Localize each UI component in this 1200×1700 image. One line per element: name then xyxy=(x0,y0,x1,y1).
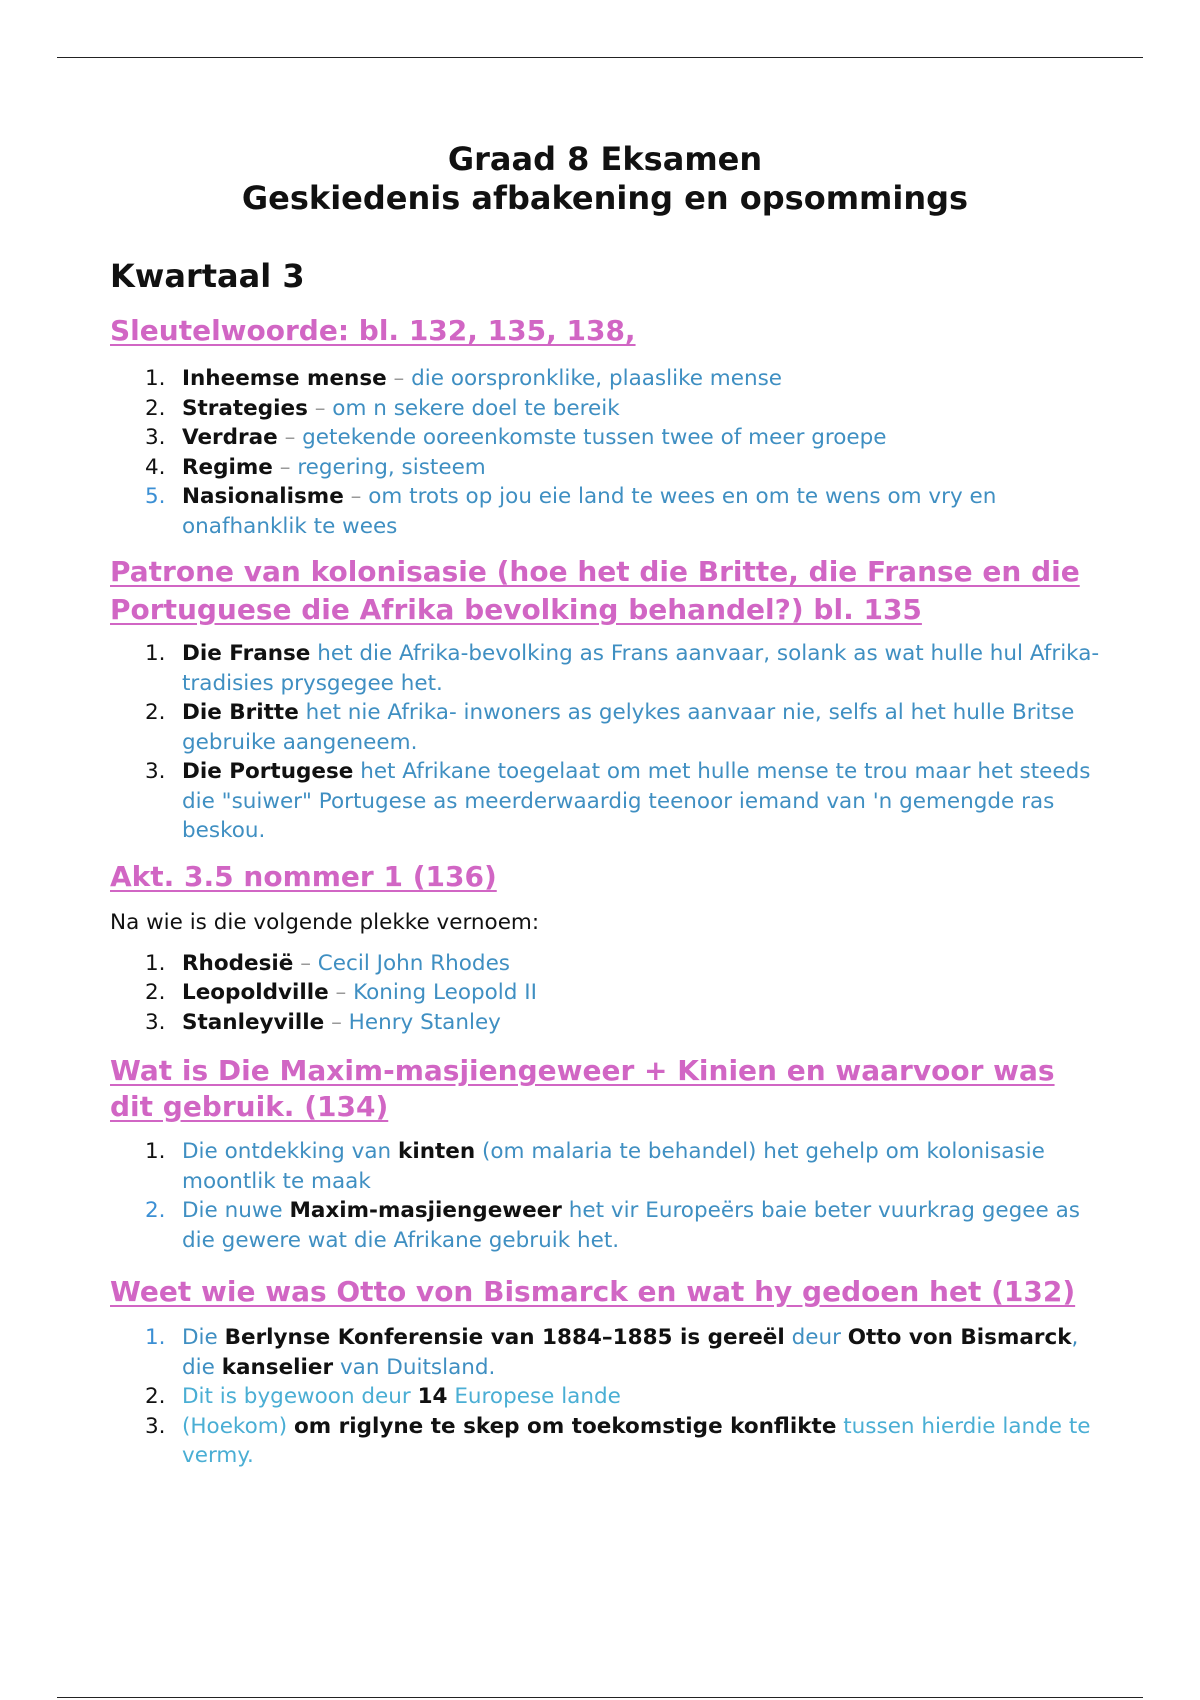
list-item: 2. Die Britte het nie Afrika- inwoners as gelykes aanvaar nie, selfs al het hulle Britse gebruike aangeneem. xyxy=(145,700,1075,755)
list-item: 3. Verdrae – getekende ooreenkomste tussen twee of meer groepe xyxy=(145,425,887,450)
list-item: 2. Leopoldville – Koning Leopold II xyxy=(145,980,537,1005)
list-item: 2. Strategies – om n sekere doel te bereik xyxy=(145,395,620,421)
section-heading-colonisation: Patrone van kolonisasie (hoe het die Britte, die Franse en die Portuguese die Afrika bevolking behandel?) bl. 135 xyxy=(110,555,1080,626)
places-list xyxy=(110,949,1100,1038)
section-heading-keywords: Sleutelwoorde: bl. 132, 135, 138, xyxy=(110,314,636,347)
page-title xyxy=(110,140,1100,218)
list-item: 4. Regime – regering, sisteem xyxy=(145,454,486,480)
list-item: 3. (Hoekom) om riglyne te skep om toekomstige konflikte tussen hierdie lande te vermy. xyxy=(145,1413,1091,1468)
term-heading: Kwartaal 3 xyxy=(110,257,305,295)
title-line-1: Graad 8 Eksamen xyxy=(447,140,763,178)
list-item: 1. Rhodesië – Cecil John Rhodes xyxy=(145,950,511,976)
bottom-rule xyxy=(57,1697,1143,1698)
top-rule xyxy=(57,57,1143,58)
list-item: 5. Nasionalisme – om trots op jou eie land te wees en om te wens om vry en onafhanklik te wees xyxy=(145,484,997,539)
list-item: 3. Stanleyville – Henry Stanley xyxy=(145,1009,501,1035)
activity-intro: Na wie is die volgende plekke vernoem: xyxy=(110,909,540,935)
section-heading-activity: Akt. 3.5 nommer 1 (136) xyxy=(110,859,497,893)
list-item: 2. Die nuwe Maxim-masjiengeweer het vir Europeërs baie beter vuurkrag gegee as die gewere wat die Afrikane gebruik het. xyxy=(145,1198,1080,1253)
keywords-list xyxy=(110,364,1100,541)
title-line-2: Geskiedenis afbakening en opsommings xyxy=(241,179,969,217)
list-item: 1. Inheemse mense – die oorspronklike, plaaslike mense xyxy=(145,366,783,391)
colonisation-list xyxy=(110,639,1100,846)
list-item: 3. Die Portugese het Afrikane toegelaat om met hulle mense te trou maar het steeds die "suiwer" Portugese as meerderwaardig teenoor iemand van 'n gemengde ras beskou. xyxy=(145,759,1091,843)
list-item: 1. Die Franse het die Afrika-bevolking as Frans aanvaar, solank as wat hulle hul Afrika-tradisies prysgegee het. xyxy=(145,641,1100,696)
list-item: 1. Die Berlynse Konferensie van 1884–1885 is gereël deur Otto von Bismarck, die kanselier van Duitsland. xyxy=(145,1325,1079,1380)
document-page xyxy=(110,140,1100,1471)
section-heading-bismarck: Weet wie was Otto von Bismarck en wat hy gedoen het (132) xyxy=(110,1275,1076,1308)
list-item: 1. Die ontdekking van kinten (om malaria te behandel) het gehelp om kolonisasie moontlik te maak xyxy=(145,1139,1045,1194)
section-heading-maxim: Wat is Die Maxim-masjiengeweer + Kinien en waarvoor was dit gebruik. (134) xyxy=(110,1054,1055,1123)
maxim-list xyxy=(110,1137,1100,1255)
list-item: 2. Dit is bygewoon deur 14 Europese lande xyxy=(145,1384,621,1409)
bismarck-list xyxy=(110,1323,1100,1471)
